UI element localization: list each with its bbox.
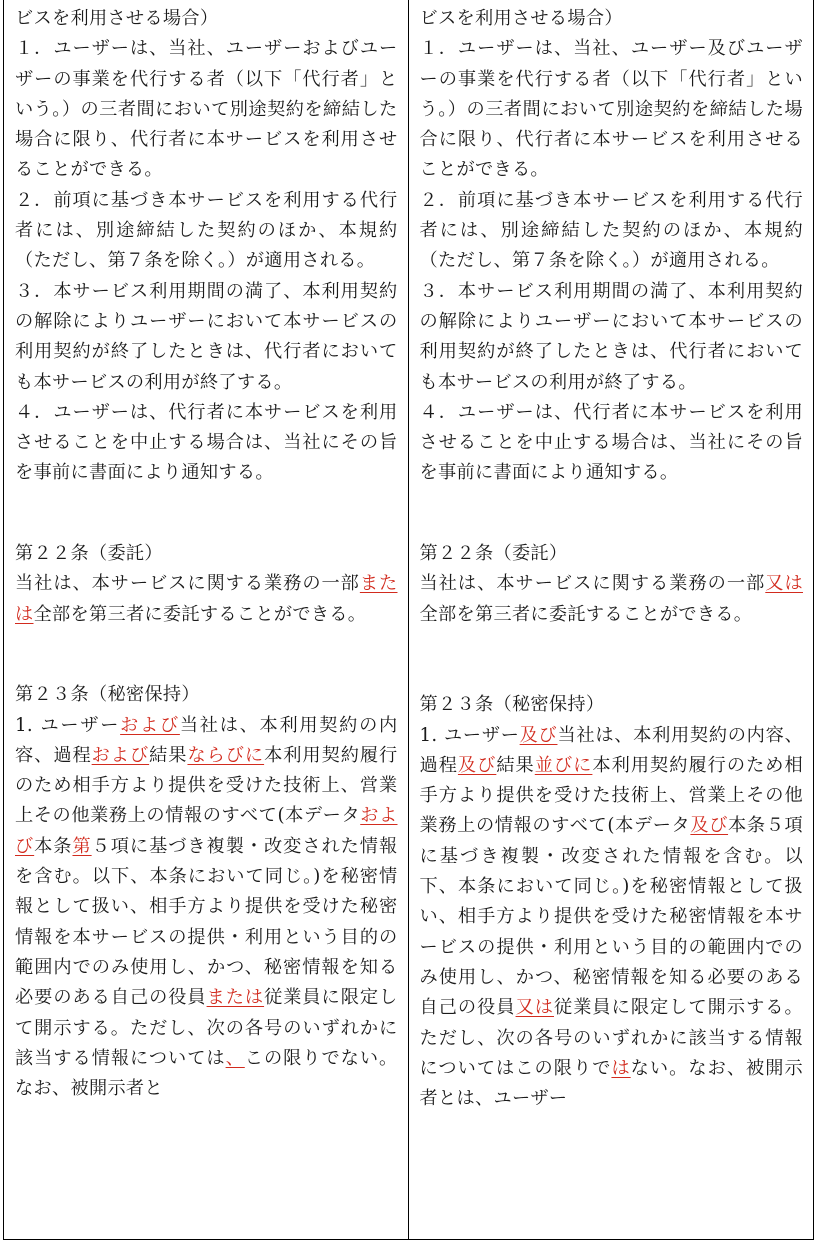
text-run: 従業員に限定して開示する。ただし、次の各号のいずれかに該当する情報についてはこの限りで (419, 997, 803, 1079)
right-article-22-title: 第２２条（委託） (419, 543, 568, 565)
left-article-22-body (15, 569, 398, 630)
text-run: 従業員に限定して開示する。ただし、次の各号のいずれかに該当する情報については (15, 987, 398, 1069)
right-paragraph-2: ２．前項に基づき本サービスを利用する代行者には、別途締結した契約のほか、本規約（ただし、第７条を除く。）が適用される。 (419, 189, 803, 272)
text-run: 結果 (149, 744, 188, 766)
changed-term: 及び (690, 815, 729, 837)
text-run: 当社は、本利用契約の内容、過程 (15, 714, 398, 766)
text-run: 本利用契約履行のため相手方より提供を受けた技術上、営業上その他業務上の情報のすべて(本データ (15, 744, 398, 827)
text-run: この限りでない。なお、被開示者と (15, 1047, 398, 1100)
changed-term: 又は (765, 573, 803, 595)
text-run: ５項に基づき複製・改変された情報を含む。以下、本条において同じ。)を秘密情報として扱い、相手方より提供を受けた秘密情報を本サービスの提供・利用という目的の範囲内でのみ使用し、かつ、秘密情報を知る必要のある自己の役員 (15, 835, 398, 1009)
changed-term: 及び (519, 724, 558, 746)
left-article-23-title: 第２３条（秘密保持） (15, 684, 200, 706)
changed-term: 並びに (534, 754, 593, 776)
text-run: 当社は、本サービスに関する業務の一部 (15, 573, 360, 595)
left-paragraph-3: ３．本サービス利用期間の満了、本利用契約の解除によりユーザーにおいて本サービスの利用契約が終了したときは、代行者においても本サービスの利用が終了する。 (15, 280, 398, 393)
right-paragraph-3: ３．本サービス利用期間の満了、本利用契約の解除によりユーザーにおいて本サービスの利用契約が終了したときは、代行者においても本サービスの利用が終了する。 (419, 280, 803, 393)
left-article-22-title: 第２２条（委託） (15, 543, 163, 565)
text-run: ない。なお、被開示者とは、ユーザー (419, 1057, 803, 1110)
text-run: 結果 (496, 754, 535, 776)
text-run: 1. ユーザー (15, 714, 121, 736)
changed-term: は (611, 1057, 631, 1079)
right-article-23-title: 第２３条（秘密保持） (419, 694, 605, 716)
left-paragraph-4: ４．ユーザーは、代行者に本サービスを利用させることを中止する場合は、当社にその旨を事前に書面により通知する。 (15, 401, 398, 484)
changed-term: 第 (72, 835, 92, 857)
right-paragraph-0: ビスを利用させる場合） (419, 8, 623, 29)
changed-term: または (206, 987, 265, 1009)
left-paragraph-0: ビスを利用させる場合） (15, 8, 219, 29)
changed-term: 又は (515, 997, 554, 1019)
text-run: 本条５項に基づき複製・改変された情報を含む。以下、本条において同じ。)を秘密情報として扱い、相手方より提供を受けた秘密情報を本サービスの提供・利用という目的の範囲内でのみ使用し、かつ、秘密情報を知る必要のある自己の役員 (419, 815, 804, 1019)
text-run: 全部を第三者に委託することができる。 (33, 603, 367, 625)
changed-term: および (120, 714, 180, 736)
changed-term: ならびに (187, 744, 265, 766)
text-run: 1. ユーザー (419, 724, 520, 746)
left-column (4, 0, 409, 1239)
text-run: 本条 (34, 835, 73, 857)
right-article-23-body (420, 721, 804, 1115)
right-column (409, 0, 814, 1239)
changed-term: または (15, 573, 398, 625)
left-paragraph-1: １．ユーザーは、当社、ユーザーおよびユーザーの事業を代行する者（以下「代行者」という。）の三者間において別途契約を締結した場合に限り、代行者に本サービスを利用させることができる。 (15, 38, 398, 181)
text-run: 全部を第三者に委託することができる。 (419, 603, 753, 625)
text-run: 当社は、本利用契約の内容、過程 (419, 724, 803, 776)
text-run: 本利用契約履行のため相手方より提供を受けた技術上、営業上その他業務上の情報のすべて(本データ (419, 754, 803, 837)
changed-term: および (15, 805, 398, 857)
left-article-23-body (15, 711, 398, 1105)
changed-term: 、 (225, 1047, 245, 1069)
comparison-table (3, 0, 814, 1240)
left-paragraph-2: ２．前項に基づき本サービスを利用する代行者には、別途締結した契約のほか、本規約（ただし、第７条を除く。）が適用される。 (15, 189, 398, 272)
changed-term: 及び (457, 754, 497, 776)
right-article-22-body (420, 569, 804, 630)
right-paragraph-1: １．ユーザーは、当社、ユーザー及びユーザーの事業を代行する者（以下「代行者」という。）の三者間において別途契約を締結した場合に限り、代行者に本サービスを利用させることができる。 (419, 38, 803, 181)
right-paragraph-4: ４．ユーザーは、代行者に本サービスを利用させることを中止する場合は、当社にその旨を事前に書面により通知する。 (419, 401, 803, 484)
changed-term: および (91, 744, 150, 766)
text-run: 当社は、本サービスに関する業務の一部 (419, 573, 766, 595)
